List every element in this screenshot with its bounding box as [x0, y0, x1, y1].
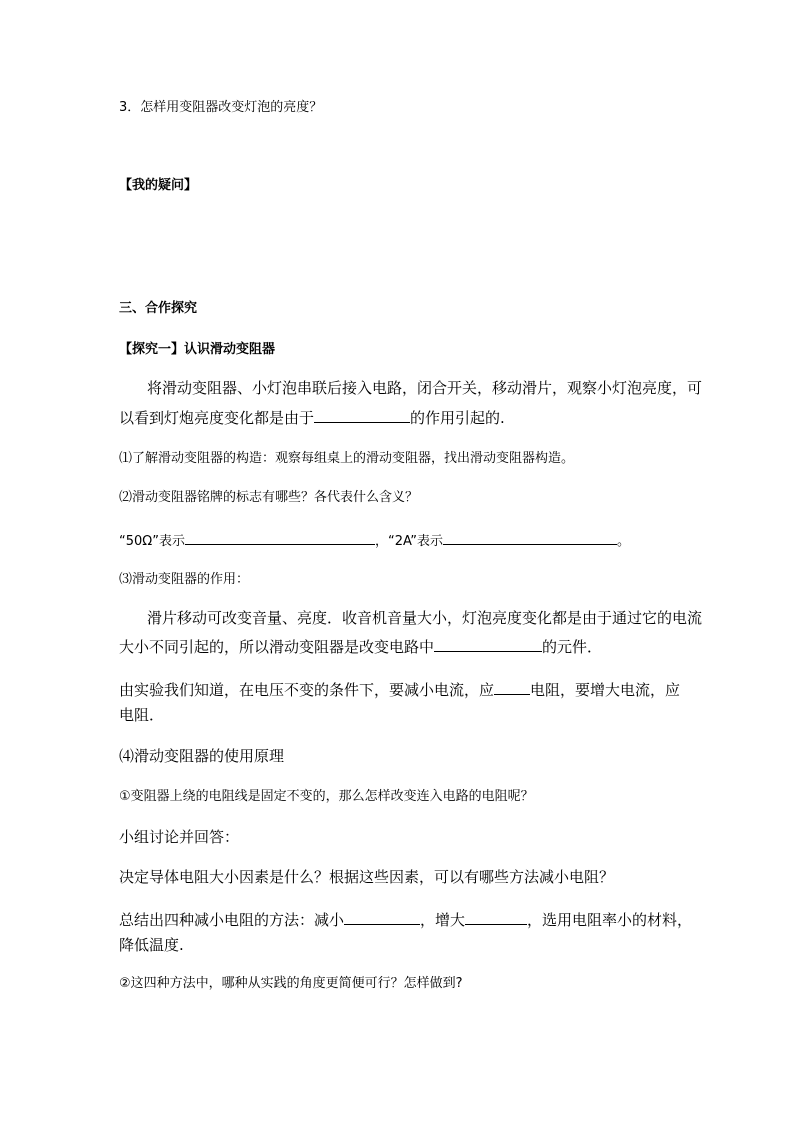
factors-question: 决定导体电阻大小因素是什么？根据这些因素，可以有哪些方法减小电阻？: [119, 868, 615, 886]
nameplate-line: [119, 529, 630, 552]
nameplate-2a-label: ，“2A”表示: [374, 534, 443, 549]
paragraph-1-text-a: 以看到灯炮亮度变化都是由于: [119, 409, 315, 427]
paragraph-2-text-b: 的元件．: [542, 638, 603, 656]
paragraph-3-text-a: 由实验我们知道，在电压不变的条件下，要减小电流，应: [119, 681, 495, 699]
section-3-heading: 三、合作探究: [119, 301, 198, 316]
group-discuss: 小组讨论并回答：: [119, 828, 240, 846]
answer-blank[interactable]: [314, 407, 410, 423]
paragraph-2-text-a: 大小不同引起的，所以滑动变阻器是改变电路中: [119, 638, 435, 656]
explore-1-title: 【探究一】认识滑动变阻器: [119, 342, 276, 357]
circled-2: ②这四种方法中，哪种从实践的角度更简便可行？怎样做到?: [119, 976, 463, 991]
answer-blank[interactable]: [434, 636, 542, 652]
answer-blank[interactable]: [465, 909, 527, 925]
paragraph-2-line-1: 滑片移动可改变音量、亮度．收音机音量大小，灯泡亮度变化都是由于通过它的电流: [147, 609, 703, 627]
circled-1: ①变阻器上绕的电阻线是固定不变的，那么怎样改变连入电路的电阻呢？: [119, 789, 534, 804]
answer-blank[interactable]: [443, 529, 617, 545]
item-4: ⑷滑动变阻器的使用原理: [119, 747, 285, 765]
summary-text-a: 总结出四种减小电阻的方法：减小: [119, 911, 345, 929]
paragraph-3-text-b: 电阻，要增大电流，应: [530, 681, 681, 699]
summary-text-b: ，增大: [420, 911, 466, 929]
paragraph-1-line-1: 将滑动变阻器、小灯泡串联后接入电路，闭合开关，移动滑片，观察小灯泡亮度，可: [147, 379, 703, 397]
item-1: ⑴了解滑动变阻器的构造：观察每组桌上的滑动变阻器，找出滑动变阻器构造。: [119, 451, 575, 466]
summary-line-1: [119, 909, 692, 930]
item-3: ⑶滑动变阻器的作用：: [119, 572, 250, 587]
nameplate-end: 。: [616, 534, 630, 549]
paragraph-2-line-2: [119, 636, 602, 657]
my-question-heading: 【我的疑问】: [119, 178, 198, 193]
paragraph-3-line-2: 电阻．: [119, 706, 165, 724]
answer-blank[interactable]: [494, 679, 530, 695]
nameplate-50ohm-label: “50Ω”表示: [119, 534, 185, 549]
paragraph-1-text-b: 的作用引起的.: [410, 409, 505, 427]
question-3: 3．怎样用变阻器改变灯泡的亮度？: [119, 100, 323, 115]
answer-blank[interactable]: [185, 529, 375, 545]
item-2: ⑵滑动变阻器铭牌的标志有哪些？各代表什么含义？: [119, 490, 419, 505]
paragraph-3-line-1: [119, 679, 680, 700]
answer-blank[interactable]: [344, 909, 420, 925]
summary-text-c: ，选用电阻率小的材料，: [527, 911, 693, 929]
summary-line-2: 降低温度.: [119, 936, 184, 954]
paragraph-1-line-2: [119, 407, 505, 428]
